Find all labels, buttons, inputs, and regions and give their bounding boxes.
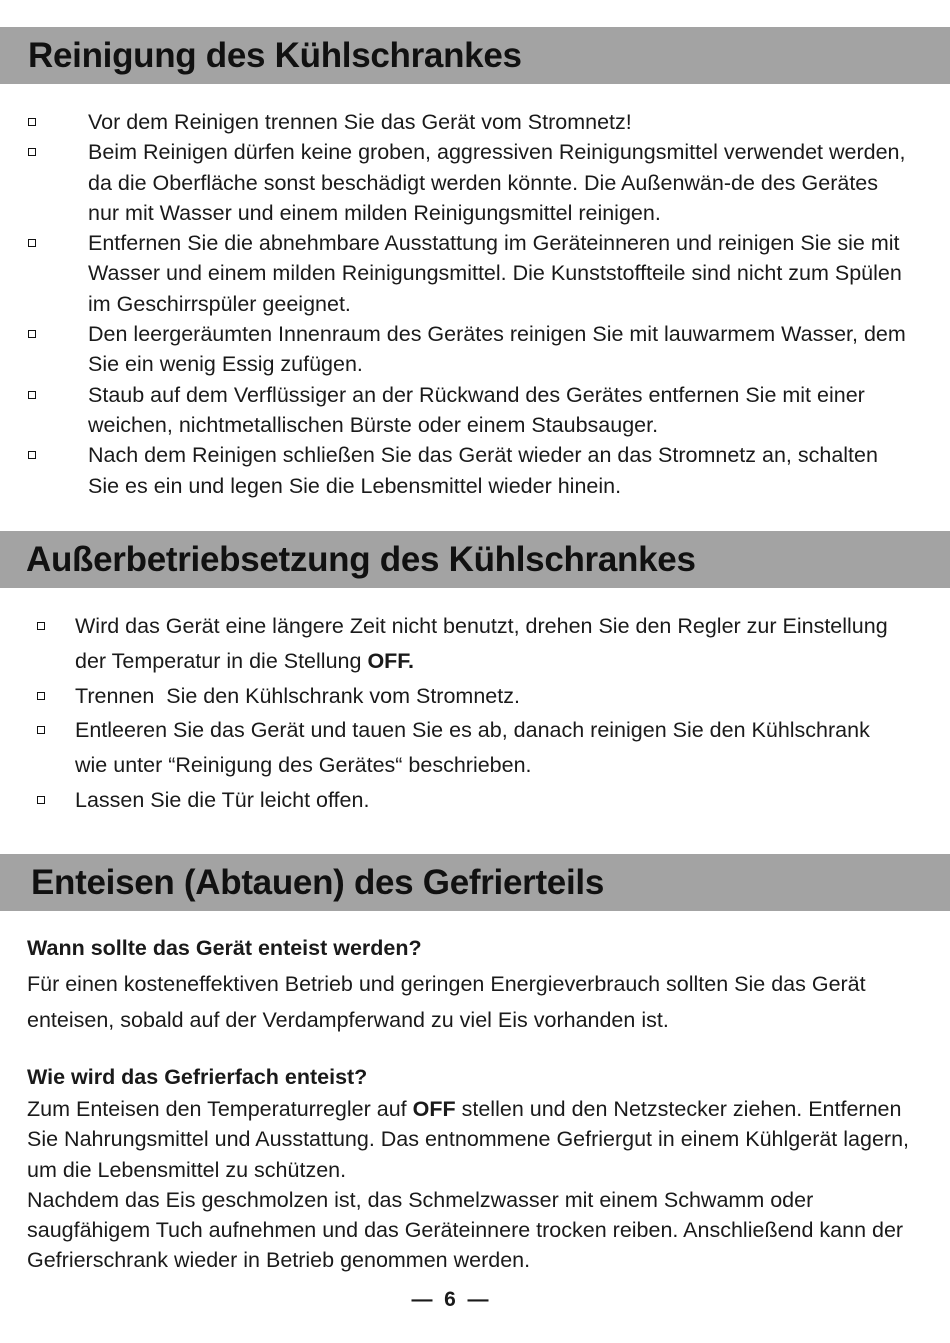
answer-text: stellen und den Netzstecker ziehen. Entfernen Sie Nahrungsmittel und Ausstattung. Das entnommene Gefriergut in einem Kühlgerät lagern, um die Lebensmittel zu schützen. (27, 1097, 909, 1182)
list-item-text: Wird das Gerät eine längere Zeit nicht benutzt, drehen Sie den Regler zur Einstellung der Temperatur in die Stellung (75, 614, 888, 673)
checkbox-bullet-icon (28, 239, 36, 247)
defrost-when-block (27, 930, 927, 1038)
answer-paragraph: Für einen kosteneffektiven Betrieb und geringen Energieverbrauch sollten Sie das Gerät enteisen, sobald auf der Verdampferwand zu viel Eis vorhanden ist. (27, 972, 866, 1032)
checkbox-bullet-icon (28, 118, 36, 126)
section-title: Enteisen (Abtauen) des Gefrierteils (31, 863, 604, 902)
answer-paragraph (27, 1094, 927, 1185)
checkbox-bullet-icon (28, 391, 36, 399)
checkbox-bullet-icon (28, 148, 36, 156)
section-header-enteisen (0, 854, 950, 911)
list-item (88, 228, 908, 319)
off-setting-label: OFF (412, 1097, 456, 1121)
answer-text: Zum Enteisen den Temperaturregler auf (27, 1097, 407, 1121)
answer-paragraph: Nachdem das Eis geschmolzen ist, das Schmelzwasser mit einem Schwamm oder saugfähigem Tuch aufnehmen und das Geräteinnere trocken reiben. Anschließend kann der Gefrierschrank wieder in Betrieb genommen werden. (27, 1187, 904, 1273)
checkbox-bullet-icon (28, 330, 36, 338)
list-item (88, 137, 908, 228)
off-setting-label: OFF. (367, 648, 415, 673)
list-item-text: Trennen Sie den Kühlschrank vom Stromnetz. (75, 683, 520, 708)
list-item-text: Entleeren Sie das Gerät und tauen Sie es ab, danach reinigen Sie den Kühlschrank wie unter “Reinigung des Gerätes“ beschrieben. (75, 718, 870, 778)
list-item-text: Vor dem Reinigen trennen Sie das Gerät vom Stromnetz! (88, 110, 632, 134)
checkbox-bullet-icon (28, 451, 36, 459)
list-item (88, 107, 908, 137)
checkbox-bullet-icon (37, 796, 45, 804)
defrost-how-block (27, 1060, 927, 1276)
list-item-text: Beim Reinigen dürfen keine groben, aggressiven Reinigungsmittel verwendet werden, da die Oberfläche sonst beschädigt werden könnte. Die Außenwän-de des Gerätes nur mit Wasser und einem milden Reinigungsmittel reinigen. (88, 140, 906, 225)
checkbox-bullet-icon (37, 692, 45, 700)
section-title: Reinigung des Kühlschrankes (28, 36, 522, 75)
list-item-text: Nach dem Reinigen schließen Sie das Gerät wieder an das Stromnetz an, schalten Sie es ein und legen Sie die Lebensmittel wieder hinein. (88, 443, 878, 498)
list-item (88, 319, 908, 380)
list-item (75, 609, 905, 679)
section-header-reinigung (0, 27, 950, 84)
list-item-text: Staub auf dem Verflüssiger an der Rückwand des Gerätes entfernen Sie mit einer weichen, nichtmetallischen Bürste oder einem Staubsauger. (88, 382, 865, 437)
cleaning-instructions-list (88, 107, 908, 501)
page-number: — 6 — (411, 1288, 489, 1311)
question-heading: Wie wird das Gefrierfach enteist? (27, 1065, 368, 1089)
decommission-instructions-list (75, 609, 905, 818)
list-item (75, 679, 905, 714)
list-item (88, 380, 908, 441)
list-item (88, 440, 908, 501)
list-item-text: Den leergeräumten Innenraum des Gerätes reinigen Sie mit lauwarmem Wasser, dem Sie ein wenig Essig zufügen. (88, 322, 906, 377)
list-item-text: Entfernen Sie die abnehmbare Ausstattung im Geräteinneren und reinigen Sie sie mit Wasser und einem milden Reinigungsmittel. Die Kunststoffteile sind nicht zum Spülen im Geschirrspüler geeignet. (88, 231, 902, 316)
section-title: Außerbetriebsetzung des Kühlschrankes (26, 540, 696, 579)
checkbox-bullet-icon (37, 622, 45, 630)
list-item-text: Lassen Sie die Tür leicht offen. (75, 787, 370, 812)
question-heading: Wann sollte das Gerät enteist werden? (27, 936, 422, 960)
list-item (75, 713, 905, 783)
section-header-ausserbetriebsetzung (0, 531, 950, 588)
checkbox-bullet-icon (37, 726, 45, 734)
list-item (75, 783, 905, 818)
